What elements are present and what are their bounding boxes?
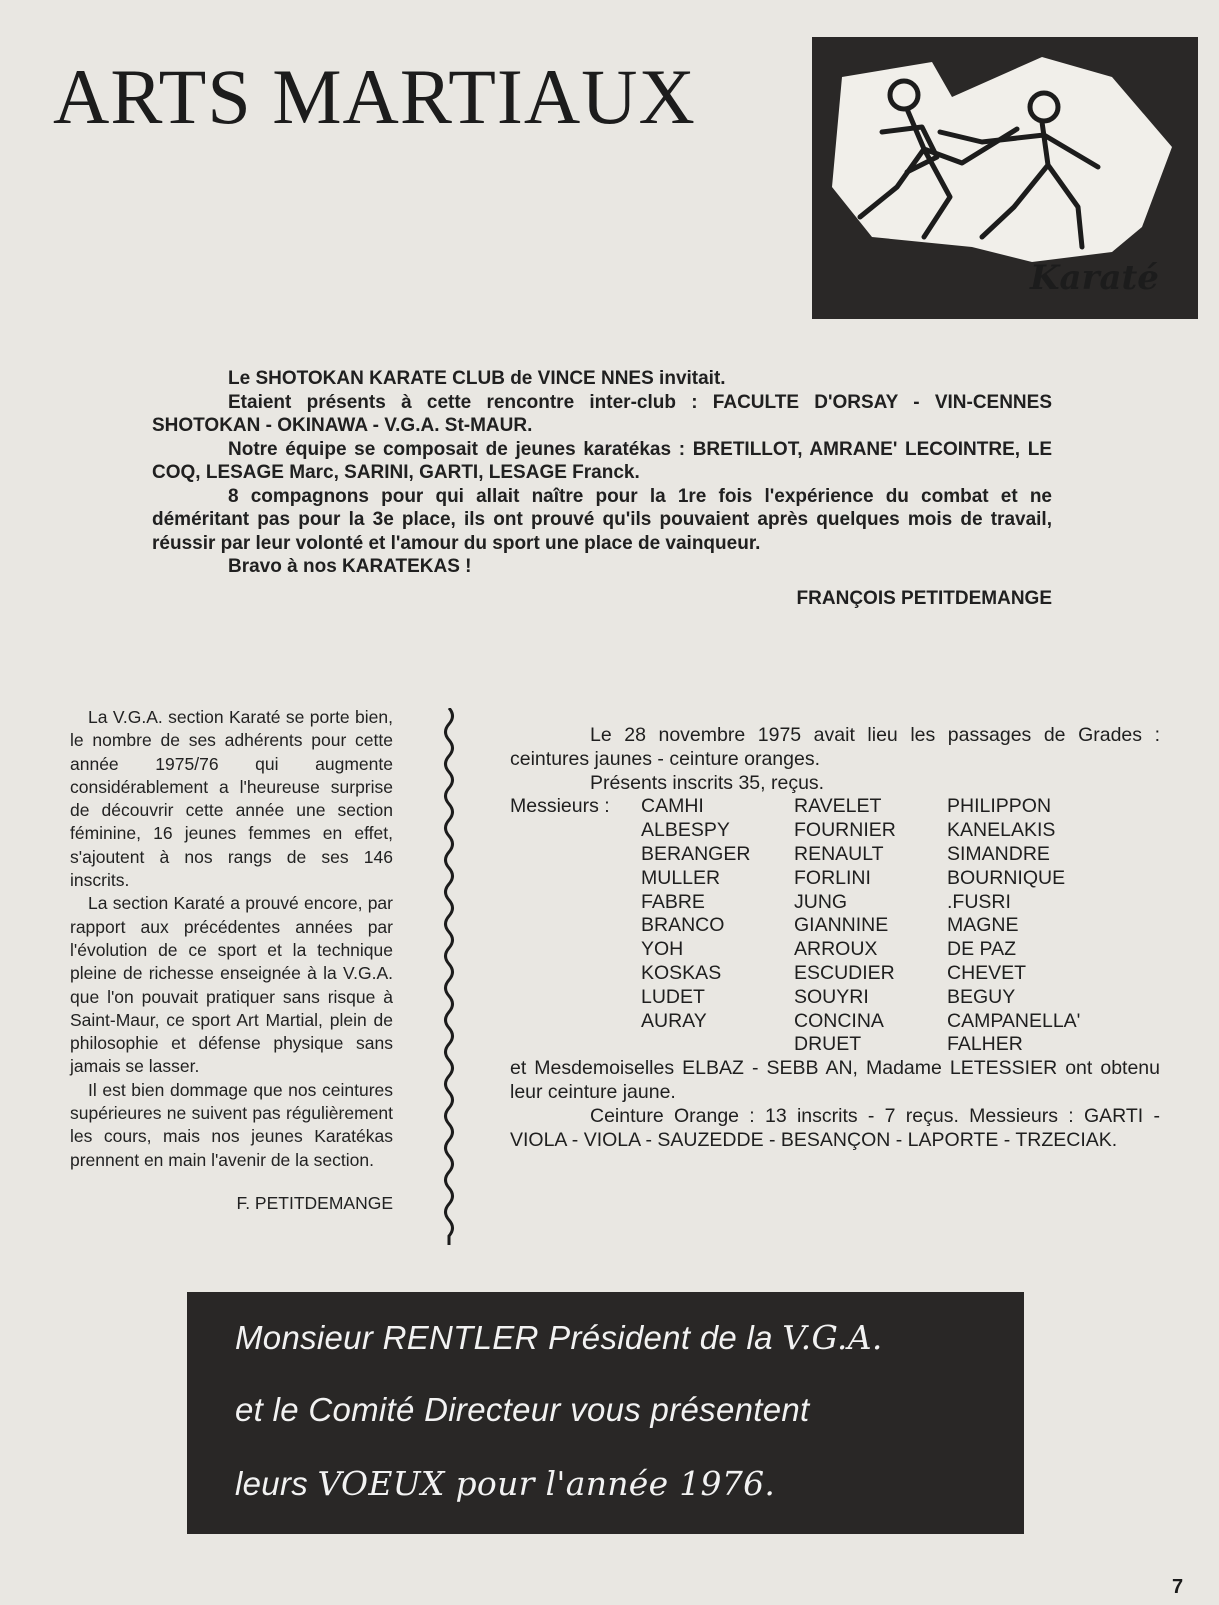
list-item: .FUSRI <box>947 890 1011 913</box>
right-paragraph-1: Le 28 novembre 1975 avait lieu les passages de Grades : ceintures jaunes - ceinture oranges. <box>510 724 1160 770</box>
messieurs-label: Messieurs : <box>510 795 610 818</box>
banner-line-3-text: leurs <box>235 1465 318 1502</box>
page-title: ARTS MARTIAUX <box>53 53 696 140</box>
banner-line-1 <box>235 1318 883 1357</box>
list-item: GIANNINE <box>794 914 889 937</box>
list-item: FOURNIER <box>794 819 896 842</box>
list-item: CHEVET <box>947 961 1027 984</box>
list-item: RAVELET <box>794 795 882 818</box>
list-item: BERANGER <box>641 842 751 865</box>
intro-article <box>152 367 1052 610</box>
list-item: DE PAZ <box>947 938 1016 961</box>
greetings-banner <box>187 1292 1024 1534</box>
names-column-3 <box>947 795 1100 1057</box>
list-item: BEGUY <box>947 985 1016 1008</box>
banner-voeux: VOEUX pour l'année 1976. <box>317 1464 776 1503</box>
list-item: ESCUDIER <box>794 961 895 984</box>
list-item: ALBESPY <box>641 819 730 842</box>
list-item: FABRE <box>641 890 705 913</box>
list-item: SIMANDRE <box>947 842 1050 865</box>
list-item: CAMPANELLA' <box>947 1009 1081 1032</box>
names-column-2 <box>794 795 947 1057</box>
list-item: CONCINA <box>794 1009 884 1032</box>
list-item: SOUYRI <box>794 985 869 1008</box>
list-item: DRUET <box>794 1033 862 1056</box>
list-item: BRANCO <box>641 914 725 937</box>
list-item: BOURNIQUE <box>947 866 1066 889</box>
list-item: KANELAKIS <box>947 819 1056 842</box>
logo-text: Karaté <box>1030 258 1159 298</box>
right-paragraph-4: Ceinture Orange : 13 inscrits - 7 reçus. Messieurs : GARTI - VIOLA - VIOLA - SAUZEDDE - BESANÇON - LAPORTE - TRZECIAK. <box>510 1104 1160 1151</box>
right-article <box>510 724 1160 1152</box>
left-signature: F. PETITDEMANGE <box>236 1192 393 1213</box>
list-item: MULLER <box>641 866 721 889</box>
banner-line-3 <box>235 1464 775 1503</box>
names-column-1 <box>641 795 794 1057</box>
list-item: FALHER <box>947 1033 1023 1056</box>
intro-paragraph-4: 8 compagnons pour qui allait naître pour la 1re fois l'expérience du combat et ne déméritant pas pour la 3e place, ils ont prouvé qu'ils pouvaient après quelques mois de travail, réussir par leur volonté et l'amour du sport une place de vainqueur. <box>152 485 1052 554</box>
banner-line-1-text: Monsieur RENTLER Président de la <box>235 1319 783 1356</box>
karate-logo <box>812 37 1198 319</box>
intro-paragraph-5: Bravo à nos KARATEKAS ! <box>228 556 472 577</box>
intro-paragraph-3: Notre équipe se composait de jeunes karatékas : BRETILLOT, AMRANE' LECOINTRE, LE COQ, LESAGE Marc, SARINI, GARTI, LESAGE Franck. <box>152 438 1052 483</box>
left-paragraph-1: La V.G.A. section Karaté se porte bien, le nombre de ses adhérents pour cette année 1975/76 qui augmente considérablement a l'heureuse surprise de découvrir cette année une section féminine, 16 jeunes femmes en effet, s'ajoutent à nos rangs de ses 146 inscrits. <box>70 707 393 891</box>
list-item: CAMHI <box>641 795 704 818</box>
grades-list <box>510 795 1160 1057</box>
list-item: MAGNE <box>947 914 1019 937</box>
left-article <box>70 706 393 1215</box>
page-number: 7 <box>1172 1576 1184 1598</box>
karate-fighters-icon <box>812 37 1198 319</box>
list-item: ARROUX <box>794 938 878 961</box>
list-item: FORLINI <box>794 866 871 889</box>
right-paragraph-3: et Mesdemoiselles ELBAZ - SEBB AN, Madame LETESSIER ont obtenu leur ceinture jaune. <box>510 1057 1160 1103</box>
list-item: LUDET <box>641 985 705 1008</box>
list-item: YOH <box>641 938 684 961</box>
list-item: JUNG <box>794 890 848 913</box>
intro-signature: FRANÇOIS PETITDEMANGE <box>796 587 1052 609</box>
banner-line-2: et le Comité Directeur vous présentent <box>235 1391 810 1428</box>
banner-vga: V.G.A. <box>782 1318 883 1357</box>
list-item: PHILIPPON <box>947 795 1052 818</box>
intro-paragraph-2: Etaient présents à cette rencontre inter-club : FACULTE D'ORSAY - VIN-CENNES SHOTOKAN - OKINAWA - V.G.A. St-MAUR. <box>152 391 1052 436</box>
left-paragraph-3: Il est bien dommage que nos ceintures supérieures ne suivent pas régulièrement les cours, mais nos jeunes Karatékas prennent en main l'avenir de la section. <box>70 1079 393 1170</box>
wavy-divider <box>440 708 458 1245</box>
right-paragraph-2: Présents inscrits 35, reçus. <box>590 771 825 794</box>
list-item: AURAY <box>641 1009 707 1032</box>
left-paragraph-2: La section Karaté a prouvé encore, par rapport aux précédentes années par l'évolution de ce sport et la technique pleine de richesse enseignée à la V.G.A. que l'on pouvait pratiquer sans risque à Saint-Maur, ce sport Art Martial, plein de philosophie et défense physique sans jamais se lasser. <box>70 893 393 1077</box>
list-item: KOSKAS <box>641 961 722 984</box>
list-item: RENAULT <box>794 842 884 865</box>
intro-line-1: Le SHOTOKAN KARATE CLUB de VINCE NNES invitait. <box>228 368 726 389</box>
